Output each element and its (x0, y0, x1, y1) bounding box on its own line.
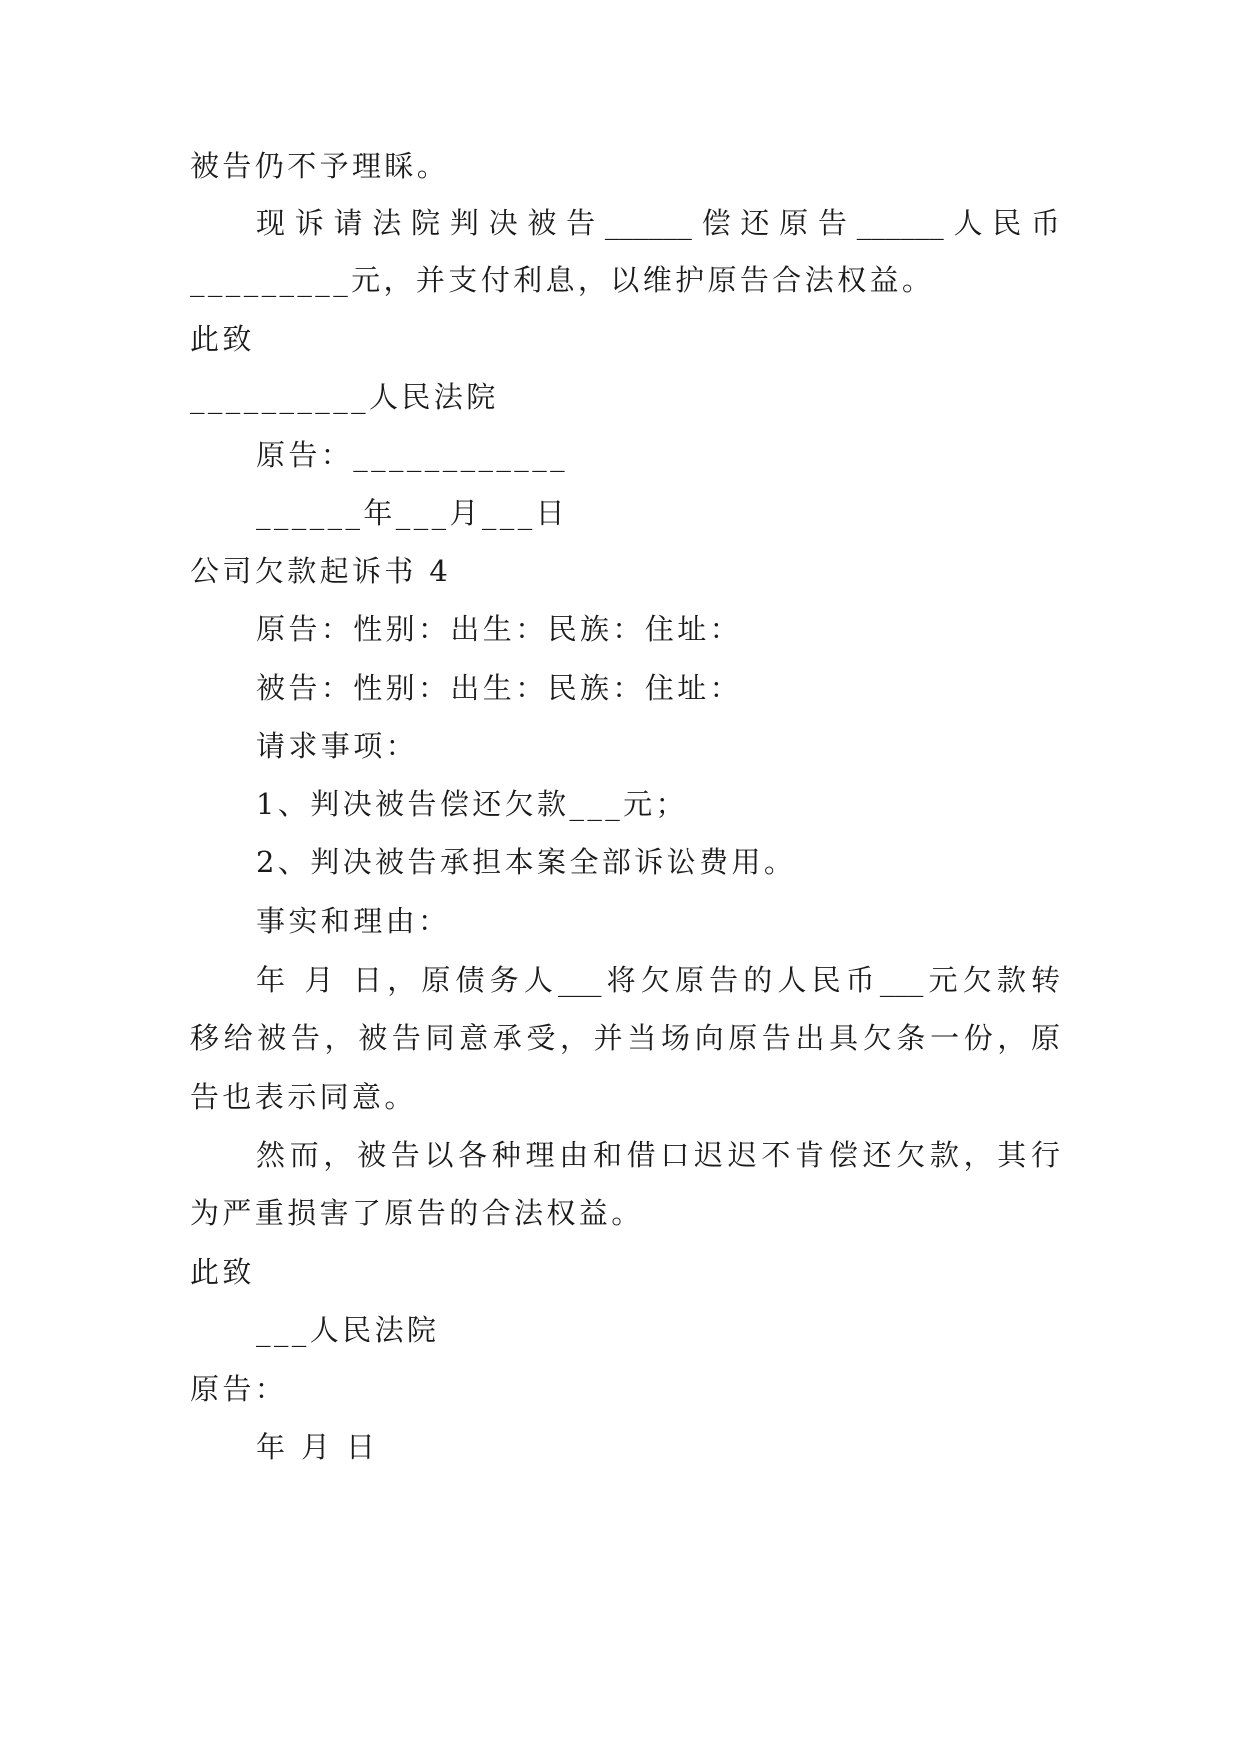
text-line-4: 此致 (190, 322, 255, 356)
text-line-12: 1、判决被告偿还欠款___元； (256, 787, 688, 821)
text-line-17: 告也表示同意。 (190, 1080, 417, 1114)
text-line-21: ___人民法院 (256, 1313, 440, 1347)
text-line-23: 年 月 日 (256, 1430, 379, 1464)
text-line-9: 原告：性别：出生：民族：住址： (256, 612, 743, 646)
text-line-18: 然而，被告以各种理由和借口迟迟不肯偿还欠款，其行 (256, 1138, 1060, 1172)
text-line-1: 被告仍不予理睬。 (190, 149, 450, 183)
text-line-16: 移给被告，被告同意承受，并当场向原告出具欠条一份，原 (190, 1021, 1060, 1055)
text-line-20: 此致 (190, 1255, 255, 1289)
text-line-22: 原告： (190, 1372, 288, 1406)
text-line-15: 年 月 日，原债务人___将欠原告的人民币___元欠款转 (256, 963, 1060, 997)
text-line-3: _________元，并支付利息，以维护原告合法权益。 (190, 263, 935, 297)
text-line-2: 现诉请法院判决被告______偿还原告______人民币 (256, 206, 1060, 240)
text-line-11: 请求事项： (256, 729, 419, 763)
text-line-13: 2、判决被告承担本案全部诉讼费用。 (256, 845, 797, 879)
text-line-10: 被告：性别：出生：民族：住址： (256, 671, 743, 705)
text-line-19: 为严重损害了原告的合法权益。 (190, 1196, 644, 1230)
text-line-14: 事实和理由： (256, 904, 451, 938)
text-line-5: __________人民法院 (190, 380, 499, 414)
text-line-7: ______年___月___日 (256, 496, 569, 530)
text-line-6: 原告：____________ (256, 438, 569, 472)
text-line-8: 公司欠款起诉书 4 (190, 554, 452, 588)
